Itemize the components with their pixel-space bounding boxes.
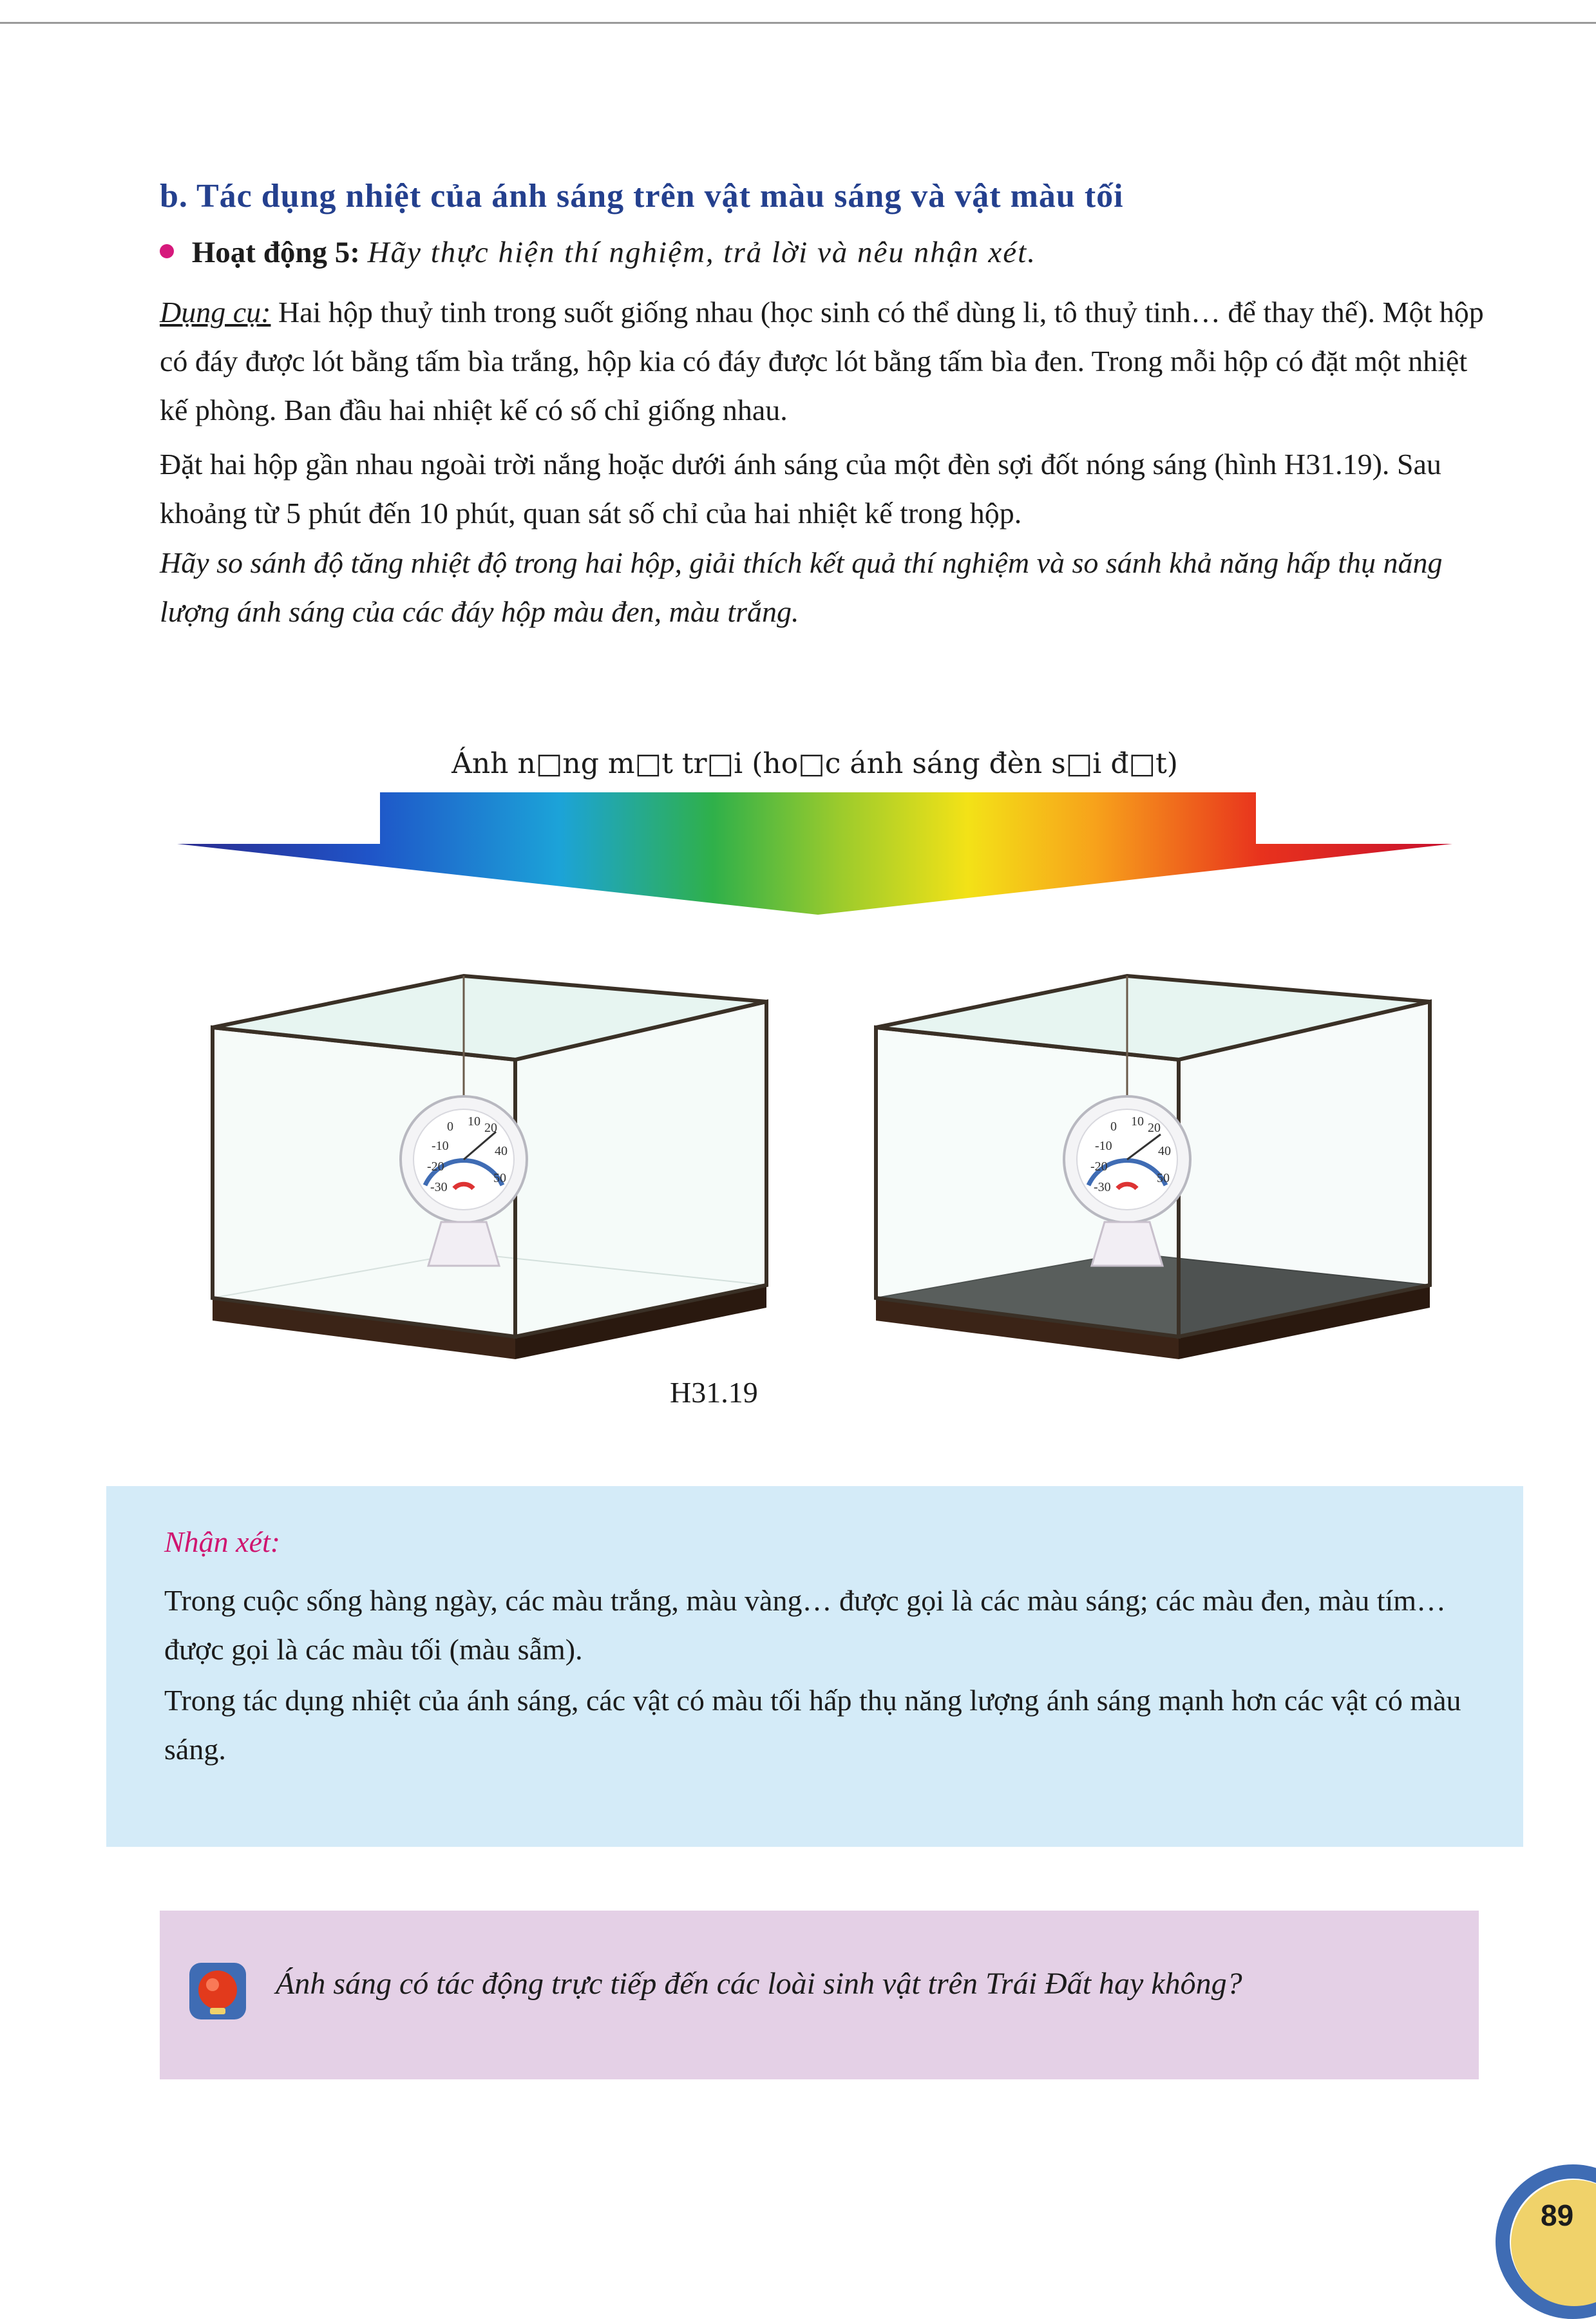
tools-paragraph xyxy=(160,288,1487,435)
svg-text:50: 50 xyxy=(1157,1171,1170,1185)
svg-text:50: 50 xyxy=(493,1171,506,1185)
top-rule xyxy=(0,22,1596,24)
glass-box-dark-floor xyxy=(869,963,1436,1362)
section-title: b. Tác dụng nhiệt của ánh sáng trên vật màu sáng và vật màu tối xyxy=(160,178,1124,215)
svg-text:0: 0 xyxy=(1110,1120,1117,1134)
question-paragraph: Hãy so sánh độ tăng nhiệt độ trong hai hộp, giải thích kết quả thí nghiệm và so sánh khả năng hấp thụ năng lượng ánh sáng của các đáy hộp màu đen, màu trắng. xyxy=(160,546,1443,628)
question-text: Ánh sáng có tác động trực tiếp đến các loài sinh vật trên Trái Đất hay không? xyxy=(276,1967,1242,2001)
light-spectrum-arrow xyxy=(174,792,1456,960)
activity-text: Hãy thực hiện thí nghiệm, trả lời và nêu nhận xét. xyxy=(367,236,1036,269)
svg-text:40: 40 xyxy=(495,1144,508,1158)
page-number: 89 xyxy=(1541,2199,1574,2232)
svg-text:40: 40 xyxy=(1158,1144,1171,1158)
remark-paragraph-2: Trong tác dụng nhiệt của ánh sáng, các vật có màu tối hấp thụ năng lượng ánh sáng mạnh hơn các vật có màu sáng. xyxy=(164,1684,1461,1766)
svg-text:-20: -20 xyxy=(427,1160,444,1174)
activity-line xyxy=(160,235,1036,270)
experiment-figure xyxy=(174,747,1456,1409)
svg-text:10: 10 xyxy=(468,1114,480,1129)
svg-text:-30: -30 xyxy=(430,1180,448,1194)
svg-text:10: 10 xyxy=(1131,1114,1144,1129)
remark-title: Nhận xét: xyxy=(164,1525,281,1558)
remark-paragraph-1: Trong cuộc sống hàng ngày, các màu trắng, màu vàng… được gọi là các màu sáng; các màu đen, màu tím… được gọi là các màu tối (màu sẫm). xyxy=(164,1584,1447,1666)
svg-text:-10: -10 xyxy=(1095,1139,1112,1153)
red-light-bulb-icon xyxy=(187,1960,249,2022)
svg-text:0: 0 xyxy=(447,1120,453,1134)
activity-label: Hoạt động 5: xyxy=(191,236,360,269)
glass-box-white-floor xyxy=(206,963,773,1362)
arrow-caption: Ánh n□ng m□t tr□i (ho□c ánh sáng đèn s□i đ□t) xyxy=(451,747,1178,780)
svg-text:-30: -30 xyxy=(1094,1180,1111,1194)
placement-paragraph: Đặt hai hộp gần nhau ngoài trời nắng hoặc dưới ánh sáng của một đèn sợi đốt nóng sáng (hình H31.19). Sau khoảng từ 5 phút đến 10 phút, quan sát số chỉ của hai nhiệt kế trong hộp. xyxy=(160,448,1441,530)
svg-text:-10: -10 xyxy=(432,1139,449,1153)
svg-text:20: 20 xyxy=(484,1121,497,1135)
tools-label: Dụng cụ: xyxy=(160,296,271,329)
remark-box xyxy=(106,1486,1523,1847)
bullet-icon xyxy=(160,244,174,258)
svg-text:20: 20 xyxy=(1148,1121,1161,1135)
svg-text:-20: -20 xyxy=(1090,1160,1108,1174)
question-box xyxy=(160,1911,1479,2079)
figure-label: H31.19 xyxy=(670,1376,758,1409)
tools-text: Hai hộp thuỷ tinh trong suốt giống nhau (học sinh có thể dùng li, tô thuỷ tinh… để thay thế). Một hộp có đáy được lót bằng tấm bìa trắng, hộp kia có đáy được lót bằng tấm bìa đen. Trong mỗi hộp có đặt một nhiệt kế phòng. Ban đầu hai nhiệt kế có số chỉ giống nhau. xyxy=(160,296,1484,426)
